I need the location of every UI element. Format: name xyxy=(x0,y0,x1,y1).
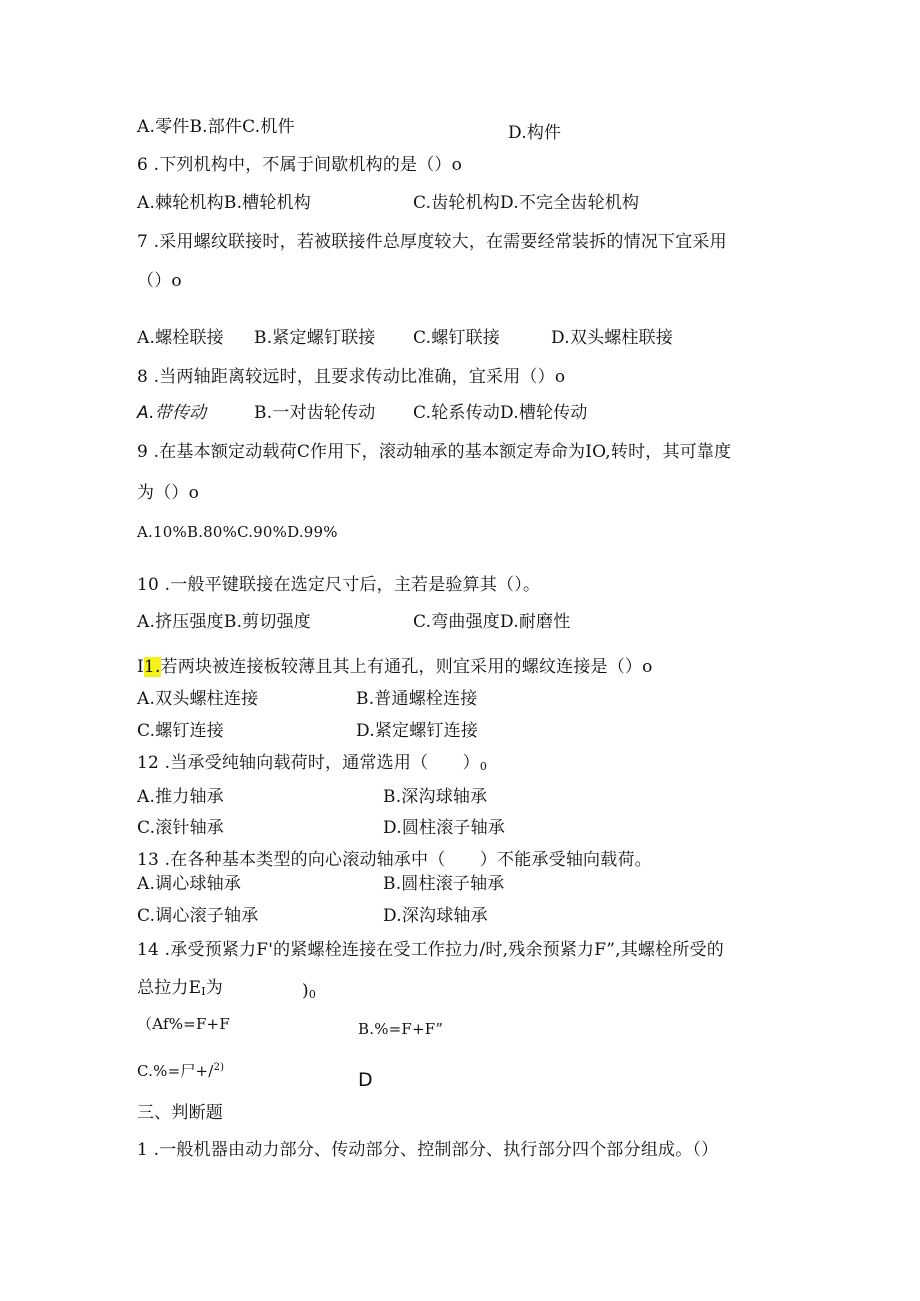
q7-option-a: A.螺栓联接 xyxy=(137,328,224,348)
q11-number-prefix: I xyxy=(137,657,144,677)
q8-options-cd: C.轮系传动D.槽轮传动 xyxy=(413,403,588,423)
q14-close-zero: 0 xyxy=(308,988,317,1001)
q7-option-b: B.紧定螺钉联接 xyxy=(254,328,376,348)
q10-options-cd: C.弯曲强度D.耐磨性 xyxy=(413,612,571,632)
q11-option-a: A.双头螺柱连接 xyxy=(137,689,259,709)
q14-close xyxy=(302,980,316,1006)
q9-options: A.10%B.80%C.90%D.99% xyxy=(137,523,338,541)
q12-option-b: B.深沟球轴承 xyxy=(383,787,488,807)
question-14-continued xyxy=(137,977,223,1003)
q12-text: 12 .当承受纯轴向载荷时，通常选用（ ） xyxy=(137,753,480,773)
q11-option-b: B.普通螺栓连接 xyxy=(356,689,478,709)
q14-option-b: B.%=F+F” xyxy=(358,1020,444,1038)
q5-options-abc: A.零件B.部件C.机件 xyxy=(137,117,295,137)
q8-option-a: A.带传动 xyxy=(137,403,207,423)
section-3-heading: 三、判断题 xyxy=(137,1103,223,1123)
q11-number-highlight: 1. xyxy=(143,657,161,677)
question-9: 9 .在基本额定动载荷C作用下，滚动轴承的基本额定寿命为IO,转时，其可靠度 xyxy=(137,442,732,462)
q14-total-force: 总拉力E xyxy=(137,978,202,998)
q7-option-c: C.螺钉联接 xyxy=(413,328,501,348)
q13-option-b: B.圆柱滚子轴承 xyxy=(383,874,505,894)
q12-option-d: D.圆柱滚子轴承 xyxy=(383,818,506,838)
q12-option-c: C.滚针轴承 xyxy=(137,818,225,838)
q14-option-c-sup: 2) xyxy=(213,1062,225,1073)
judgment-1: 1 .一般机器由动力部分、传动部分、控制部分、执行部分四个部分组成。（） xyxy=(137,1140,719,1160)
q6-options-cd: C.齿轮机构D.不完全齿轮机构 xyxy=(413,193,640,213)
q14-subscript: I xyxy=(201,985,206,998)
q11-option-d: D.紧定螺钉连接 xyxy=(356,721,479,741)
q8-option-b: B.一对齿轮传动 xyxy=(254,403,376,423)
question-12 xyxy=(137,752,487,778)
question-8: 8 .当两轴距离较远时，且要求传动比准确，宜采用（）o xyxy=(137,367,566,387)
question-9-continued: 为（）o xyxy=(137,483,200,503)
q12-option-a: A.推力轴承 xyxy=(137,787,224,807)
q14-close-paren: ) xyxy=(302,981,309,1001)
q14-option-c xyxy=(137,1057,224,1082)
q13-option-c: C.调心滚子轴承 xyxy=(137,906,259,926)
q11-option-c: C.螺钉连接 xyxy=(137,721,225,741)
q14-wei: 为 xyxy=(205,978,223,998)
question-7-continued: （）o xyxy=(137,271,182,291)
question-11 xyxy=(137,656,653,678)
q11-text: 若两块被连接板较薄且其上有通孔，则宜采用的螺纹连接是（）o xyxy=(160,657,653,677)
question-14: 14 .承受预紧力F'的紧螺栓连接在受工作拉力/时,残余预紧力F”,其螺栓所受的 xyxy=(137,940,724,960)
question-13: 13 .在各种基本类型的向心滚动轴承中（ ）不能承受轴向载荷。 xyxy=(137,850,652,870)
question-10: 10 .一般平键联接在选定尺寸后，主若是验算其（）。 xyxy=(137,575,541,595)
q10-options-ab: A.挤压强度B.剪切强度 xyxy=(137,612,311,632)
q6-options-ab: A.棘轮机构B.槽轮机构 xyxy=(137,193,311,213)
q13-option-d: D.深沟球轴承 xyxy=(383,906,488,926)
question-6: 6 .下列机构中，不属于间歇机构的是（）o xyxy=(137,155,463,175)
q14-option-d: D xyxy=(358,1069,373,1091)
question-7: 7 .采用螺纹联接时，若被联接件总厚度较大，在需要经常装拆的情况下宜采用 xyxy=(137,232,727,252)
q12-end: 0 xyxy=(479,760,488,773)
q14-option-a: （Af%=F+F xyxy=(137,1015,230,1033)
q5-option-d: D.构件 xyxy=(508,123,562,143)
q13-option-a: A.调心球轴承 xyxy=(137,874,242,894)
q7-option-d: D.双头螺柱联接 xyxy=(551,328,674,348)
q14-option-c-text: C.%=尸+/ xyxy=(137,1062,214,1080)
